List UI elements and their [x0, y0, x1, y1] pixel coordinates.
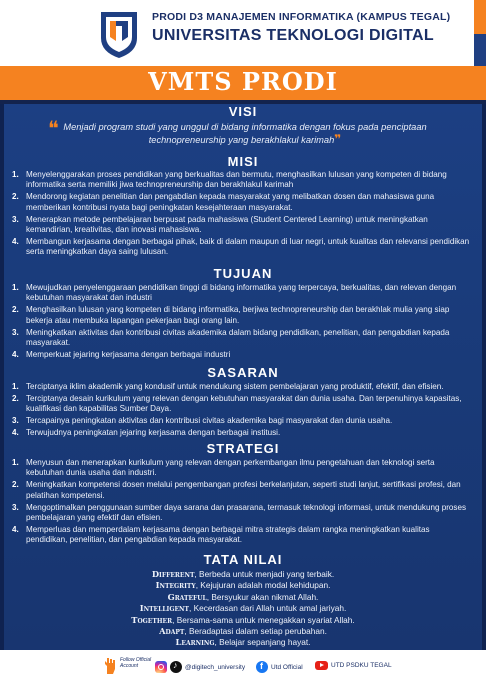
hand-icon [103, 657, 117, 675]
list-item: 2. Menghasilkan lulusan yang kompeten di bidang informatika, berjiwa technopreneurship dan berakhlak mulia yang siap bekerja atau membuka lapangan pekerjaan bagi orang lain. [12, 305, 450, 325]
visi-heading: VISI [228, 104, 258, 119]
list-item: 1. Menyelenggarakan proses pendidikan yang berkualitas dan bermutu, menghasilkan lulusan yang kompeten di bidang informatika serta memiliki jiwa technopreneurship dan berakhlakul karimah [12, 170, 447, 190]
visi-statement: Menjadi program studi yang unggul di bidang informatika dengan fokus pada penciptaan technopreneurship yang berakhlakul karimah [63, 122, 427, 145]
facebook-handle: Utd Official [271, 663, 303, 671]
list-item: 4. Memperkuat jejaring kerjasama dengan berbagai industri [12, 349, 231, 359]
misi-list [12, 170, 472, 259]
list-item: 1. Terciptanya iklim akademik yang kondusif untuk mendukung sistem pembelajaran yang produktif, efektif, dan efisien. [12, 382, 444, 391]
list-item: 3. Tercapainya peningkatan aktivitas dan kontribusi civitas akademika bagi masyarakat dan dunia usaha. [12, 416, 393, 426]
list-item: 2. Mendorong kegiatan penelitian dan pengabdian kepada masyarakat yang melibatkan dosen dan mahasiswa guna memberikan kontribusi nyata bagi peningkatan kesejahteraan masyarakat. [12, 192, 435, 212]
close-quote-icon: ❞ [334, 132, 342, 146]
university-name: UNIVERSITAS TEKNOLOGI DIGITAL [152, 27, 434, 44]
open-quote-icon: ❝ [48, 116, 59, 140]
strategi-heading: STRATEGI [206, 441, 280, 456]
header-stripe [474, 0, 486, 68]
facebook-link[interactable] [256, 661, 303, 673]
strategi-list [12, 458, 472, 547]
instagram-link[interactable] [155, 661, 245, 673]
page-title: VMTS PRODI [148, 67, 338, 96]
list-item: 2. Meningkatkan kompetensi dosen melalui pengembangan profesi berkelanjutan, seperti studi lanjut, sertifikasi profesi, dan pelatihan kompetensi. [12, 480, 461, 500]
youtube-link[interactable] [315, 661, 392, 670]
value-item: Integrity, Kejujuran adalah modal kehidupan. [155, 580, 331, 591]
sasaran-list [12, 382, 472, 440]
misi-heading: MISI [227, 154, 259, 169]
tata-nilai-heading: TATA NILAI [203, 552, 283, 567]
values-list [0, 569, 486, 649]
tiktok-icon [170, 661, 182, 673]
facebook-icon [256, 661, 268, 673]
instagram-icon [155, 661, 167, 673]
instagram-handle: @digitech_university [185, 663, 246, 671]
value-item: Learning, Belajar sepanjang hayat. [175, 637, 311, 648]
list-item: 2. Terciptanya desain kurikulum yang relevan dengan kebutuhan masyarakat dan dunia usaha. Dan terpenuhinya kapasitas, kualifikasi dan kapabilitas Sumber Daya. [12, 393, 462, 414]
value-item: Grateful, Bersyukur akan nikmat Allah. [167, 591, 319, 602]
tujuan-list [12, 283, 472, 362]
list-item: 3. Meningkatkan aktivitas dan kontribusi civitas akademika dalam bidang pendidikan, penelitian, dan pengabdian kepada masyarakat. [12, 327, 450, 348]
utd-logo-icon [98, 8, 140, 60]
value-item: Different, Berbeda untuk menjadi yang terbaik. [151, 569, 335, 579]
youtube-handle: UTD PSDKU TEGAL [331, 662, 392, 669]
value-item: Together, Bersama-sama untuk menegakkan syariat Allah. [131, 614, 355, 625]
list-item: 3. Menerapkan metode pembelajaran berpusat pada mahasiswa (Student Centered Learning) untuk meningkatkan kemandirian, kreativitas, dan inovasi mahasiswa. [12, 214, 428, 235]
list-item: 4. Membangun kerjasama dengan berbagai pihak, baik di dalam maupun di luar negri, untuk kualitas dan relevansi pendidikan serta meningkatkan daya saing lulusan. [12, 236, 470, 257]
sasaran-heading: SASARAN [207, 365, 279, 380]
list-item: 4. Terwujudnya peningkatan jejaring kerjasama dengan berbagai institusi. [12, 428, 281, 438]
value-item: Adapt, Beradaptasi dalam setiap perubahan. [159, 626, 327, 637]
list-item: 1. Mewujudkan penyelenggaraan pendidikan tinggi di bidang informatika yang terpercaya, berkualitas, dan relevan dengan kebutuhan masyarakat dan industri [12, 283, 457, 303]
visi-text [50, 121, 440, 146]
list-item: 4. Memperluas dan memperdalam kerjasama dengan berbagai mitra strategis dalam rangka meningkatkan kualitas pendidikan, penelitian, dan pengabdian kepada masyarakat. [12, 524, 430, 545]
youtube-icon [315, 661, 328, 670]
follow-text: Follow Official Account [120, 657, 152, 669]
value-item: Intelligent, Kecerdasan dari Allah untuk amal jariyah. [139, 603, 347, 614]
list-item: 3. Mengoptimalkan penggunaan sumber daya sarana dan prasarana, termasuk teknologi informasi, untuk mendukung proses pembelajaran yang efektif dan efisien. [12, 502, 467, 523]
header [0, 0, 486, 68]
tujuan-heading: TUJUAN [213, 266, 273, 281]
list-item: 1. Menyusun dan menerapkan kurikulum yang relevan dengan perkembangan ilmu pengetahuan dan teknologi serta kebutuhan dunia usaha dan industri. [12, 458, 435, 478]
program-name: PRODI D3 MANAJEMEN INFORMATIKA (KAMPUS TEGAL) [152, 11, 451, 23]
